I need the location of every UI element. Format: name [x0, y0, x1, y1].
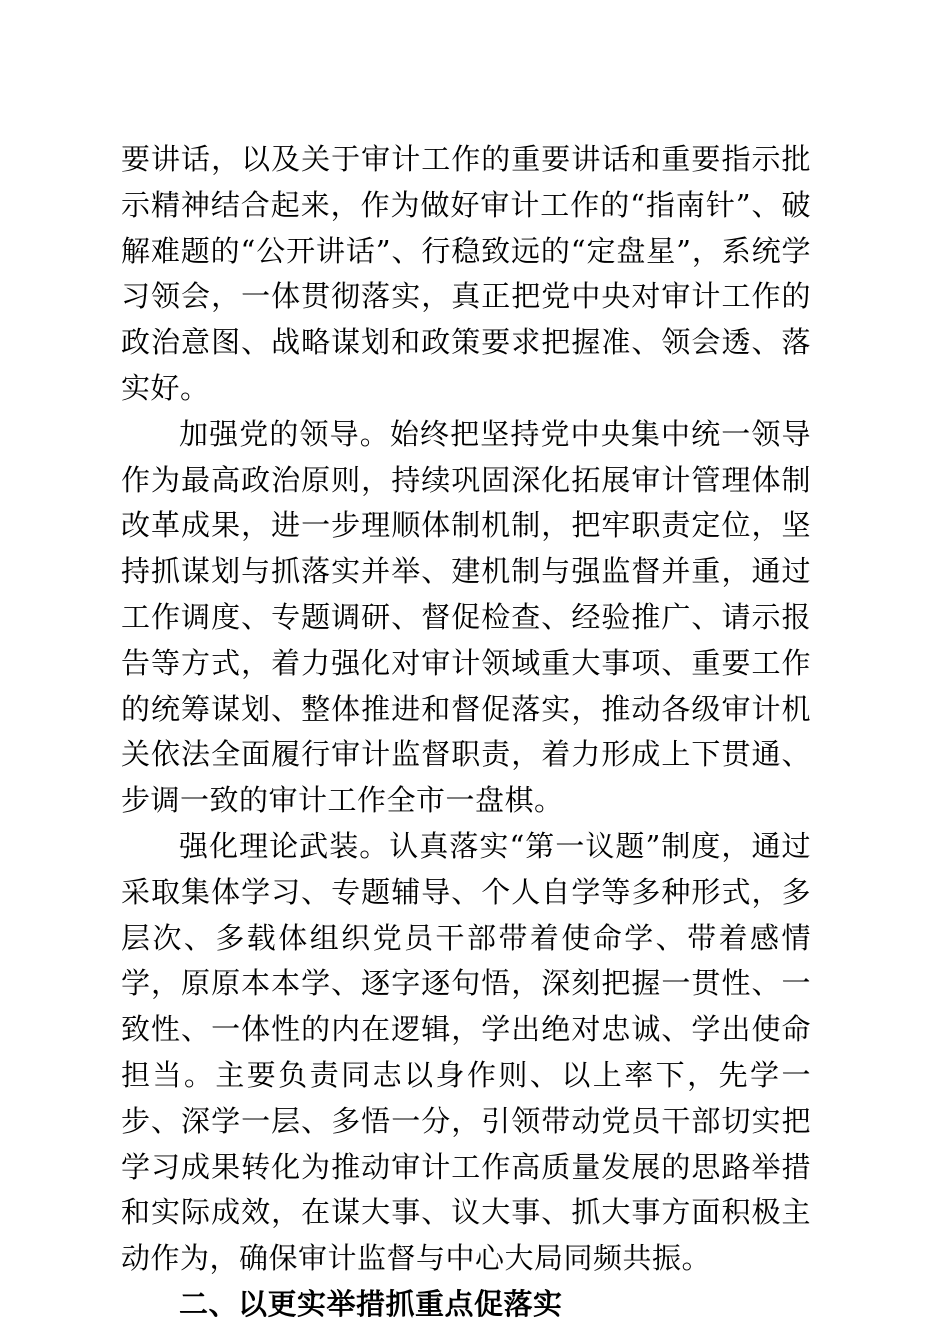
paragraph-party-leadership: 加强党的领导。始终把坚持党中央集中统一领导作为最高政治原则，持续巩固深化拓展审计管理体制改革成果，进一步理顺体制机制，把牢职责定位，坚持抓谋划与抓落实并举、建机制与强监督并重，通过工作调度、专题调研、督促检查、经验推广、请示报告等方式，着力强化对审计领域重大事项、重要工作的统筹谋划、整体推进和督促落实，推动各级审计机关依法全面履行审计监督职责，着力形成上下贯通、步调一致的审计工作全市一盘棋。	[121, 416, 811, 818]
paragraph-theory-study: 强化理论武装。认真落实“第一议题”制度，通过采取集体学习、专题辅导、个人自学等多种形式，多层次、多载体组织党员干部带着使命学、带着感情学，原原本本学、逐字逐句悟，深刻把握一贯性、一致性、一体性的内在逻辑，学出绝对忠诚、学出使命担当。主要负责同志以身作则、以上率下，先学一步、深学一层、多悟一分，引领带动党员干部切实把学习成果转化为推动审计工作高质量发展的思路举措和实际成效，在谋大事、议大事、抓大事方面积极主动作为，确保审计监督与中心大局同频共振。	[121, 828, 811, 1276]
paragraph-continued: 要讲话，以及关于审计工作的重要讲话和重要指示批示精神结合起来，作为做好审计工作的“指南针”、破解难题的“公开讲话”、行稳致远的“定盘星”，系统学习领会，一体贯彻落实，真正把党中央对审计工作的政治意图、战略谋划和政策要求把握准、领会透、落实好。	[121, 142, 811, 405]
document-body	[121, 137, 811, 1328]
section-heading: 二、以更实举措抓重点促落实	[179, 1286, 563, 1321]
